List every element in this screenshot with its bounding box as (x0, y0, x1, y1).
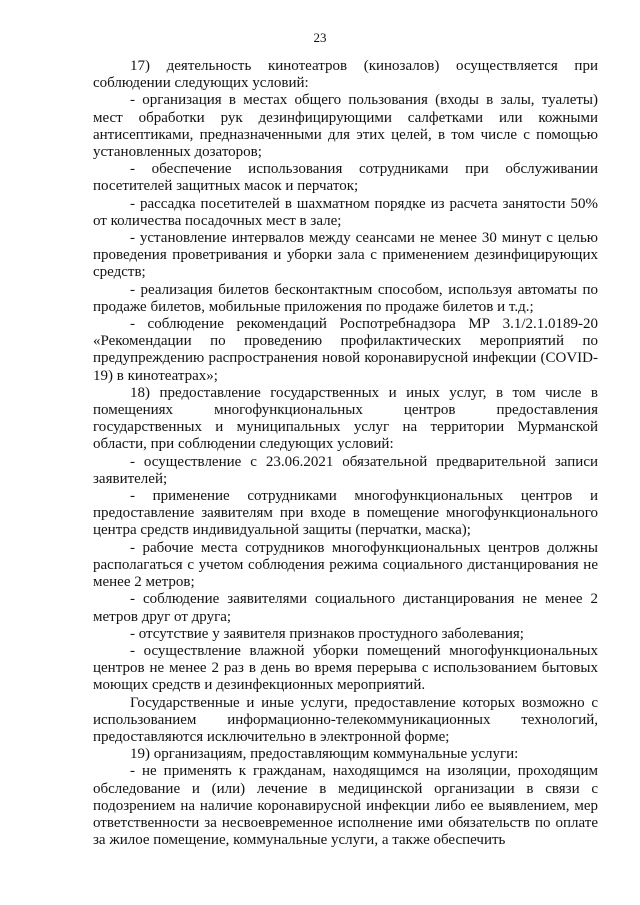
paragraph-bullet: - рассадка посетителей в шахматном порядке из расчета занятости 50% от количества посадочных мест в зале; (93, 195, 598, 229)
paragraph-item-19: 19) организациям, предоставляющим коммунальные услуги: (130, 746, 519, 763)
paragraph-bullet: - организация в местах общего пользования (входы в залы, туалеты) мест обработки рук дезинфицирующими салфетками или кожными антисептиками, предназначенными для этих целей, в том числе с помощью установленных дозаторов; (93, 92, 598, 161)
paragraph-bullet: - установление интервалов между сеансами не менее 30 минут с целью проведения проветривания и уборки зала с применением дезинфицирующих средств; (93, 230, 598, 281)
paragraph-bullet: - обеспечение использования сотрудниками при обслуживании посетителей защитных масок и перчаток; (93, 161, 598, 195)
paragraph-bullet: - осуществление влажной уборки помещений многофункциональных центров не менее 2 раз в день во время перерыва с использованием бытовых моющих средств и дезинфекционных мероприятий. (93, 642, 598, 694)
paragraph-item-18: 18) предоставление государственных и иных услуг, в том числе в помещениях многофункциональных центров предоставления государственных и муниципальных услуг на территории Мурманской области, при соблюдении следующих условий: (93, 384, 598, 453)
paragraph-bullet: - применение сотрудниками многофункциональных центров и предоставление заявителям при входе в помещение многофункционального центра средств индивидуальной защиты (перчатки, маска); (93, 488, 598, 539)
paragraph-bullet: - не применять к гражданам, находящимся на изоляции, проходящим обследование и (или) лечение в медицинской организации в связи с подозрением на наличие коронавирусной инфекции либо ее выявлением, мер ответственности за несвоевременное исполнение ими обязательств по оплате за жилое помещение, коммунальные услуги, а также обеспечить (93, 763, 598, 849)
paragraph-bullet: - осуществление с 23.06.2021 обязательной предварительной записи заявителей; (93, 453, 598, 487)
document-body (93, 58, 598, 849)
paragraph-bullet: - реализация билетов бесконтактным способом, используя автоматы по продаже билетов, мобильные приложения по продаже билетов и т.д.; (93, 281, 598, 315)
paragraph-bullet: - соблюдение рекомендаций Роспотребнадзора МР 3.1/2.1.0189-20 «Рекомендации по проведению профилактических мероприятий по предупреждению распространения новой коронавирусной инфекции (COVID-19) в кинотеатрах»; (93, 316, 598, 384)
paragraph-item-17: 17) деятельность кинотеатров (кинозалов) осуществляется при соблюдении следующих условий: (93, 58, 598, 92)
paragraph-bullet: - отсутствие у заявителя признаков простудного заболевания; (130, 625, 524, 642)
page-number: 23 (313, 30, 327, 45)
paragraph-bullet: - рабочие места сотрудников многофункциональных центров должны располагаться с учетом соблюдения режима социального дистанцирования не менее 2 метров; (93, 539, 598, 591)
paragraph-bullet: - соблюдение заявителями социального дистанцирования не менее 2 метров друг от друга; (93, 591, 598, 625)
paragraph-note: Государственные и иные услуги, предоставление которых возможно с использованием информационно-телекоммуникационных технологий, предоставляются исключительно в электронной форме; (93, 694, 598, 745)
